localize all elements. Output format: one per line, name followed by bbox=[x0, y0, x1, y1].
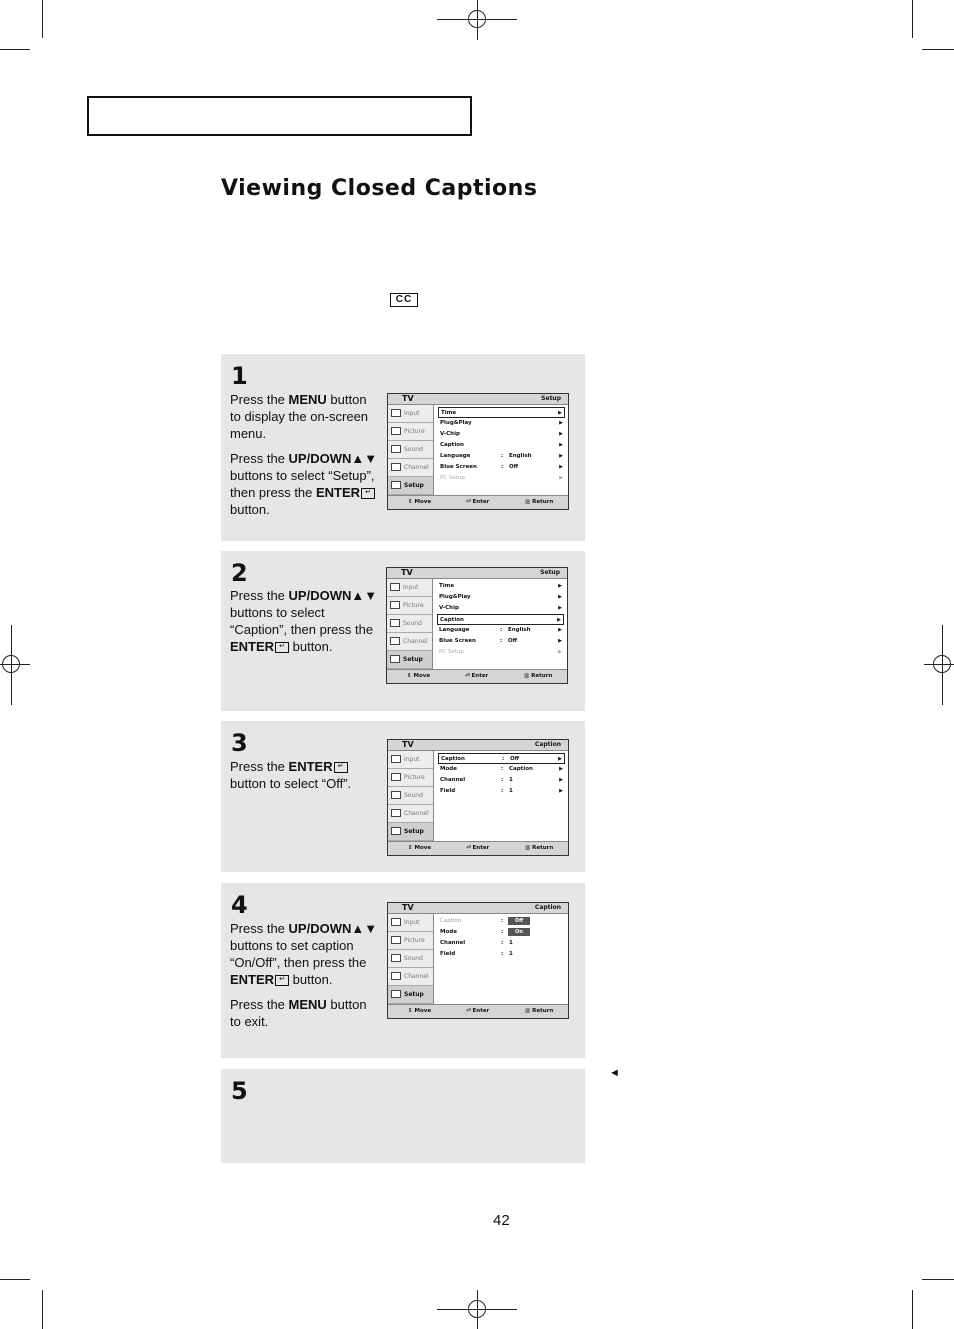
osd-colon: : bbox=[501, 788, 504, 794]
arrow-right-icon: ▶ bbox=[558, 594, 562, 600]
osd-menu-row bbox=[438, 418, 565, 429]
instruction-text: button to display the on-screen menu. bbox=[230, 392, 369, 441]
arrow-right-icon: ▶ bbox=[559, 777, 563, 783]
osd-menu-row bbox=[437, 647, 564, 658]
osd-side-item-input bbox=[388, 405, 433, 423]
channel-icon bbox=[391, 972, 401, 980]
osd-row-label: Blue Screen bbox=[440, 464, 477, 470]
osd-footer-enter: ⏎ Enter bbox=[466, 499, 490, 505]
button-name: MENU bbox=[288, 997, 327, 1012]
osd-side-item-input bbox=[388, 914, 433, 932]
instruction-text: buttons to select “Setup”, then press the bbox=[230, 468, 375, 500]
instruction-paragraph bbox=[230, 391, 380, 442]
osd-colon: : bbox=[501, 918, 504, 924]
sound-icon bbox=[391, 445, 401, 453]
instruction-text: Press the bbox=[230, 392, 289, 407]
osd-side-label: Setup bbox=[404, 991, 424, 998]
osd-row-label: PC Setup bbox=[440, 475, 465, 481]
osd-side-item-picture bbox=[388, 769, 433, 787]
button-name: ENTER bbox=[230, 972, 275, 987]
arrow-right-icon: ▶ bbox=[558, 410, 562, 416]
instruction-text: Press the bbox=[230, 759, 289, 774]
osd-menu-row bbox=[437, 625, 564, 636]
button-name: UP/DOWN▲▼ bbox=[288, 451, 378, 466]
button-name: ENTER bbox=[316, 485, 361, 500]
arrow-right-icon: ▶ bbox=[558, 583, 562, 589]
osd-menu-list bbox=[438, 407, 565, 484]
osd-side-item-sound bbox=[388, 787, 433, 805]
page-number: 42 bbox=[493, 1212, 510, 1229]
osd-row-label: V-Chip bbox=[440, 431, 460, 437]
crop-mark bbox=[922, 1279, 954, 1280]
instruction-text: button. bbox=[289, 639, 333, 654]
osd-tv-label: TV bbox=[402, 740, 414, 749]
channel-icon bbox=[391, 463, 401, 471]
arrow-right-icon: ▶ bbox=[558, 756, 562, 762]
instruction-text: button. bbox=[230, 502, 270, 517]
registration-mark bbox=[468, 10, 486, 28]
osd-menu-row bbox=[437, 636, 564, 647]
osd-side-label: Sound bbox=[404, 792, 423, 799]
instruction-paragraph bbox=[230, 587, 380, 655]
enter-icon: ↵ bbox=[275, 975, 289, 986]
instruction-text: button. bbox=[289, 972, 333, 987]
osd-side-label: Picture bbox=[404, 428, 425, 435]
crop-mark bbox=[922, 49, 954, 50]
osd-row-label: Mode bbox=[440, 766, 457, 772]
crop-mark bbox=[912, 1290, 913, 1329]
osd-sidebar bbox=[387, 579, 433, 670]
osd-row-value: 1 bbox=[509, 777, 513, 783]
step-3 bbox=[221, 721, 585, 872]
arrow-right-icon: ▶ bbox=[559, 442, 563, 448]
osd-side-item-input bbox=[388, 751, 433, 769]
step-number: 2 bbox=[231, 559, 248, 587]
step-4 bbox=[221, 883, 585, 1058]
osd-footer bbox=[388, 1004, 568, 1018]
osd-side-item-picture bbox=[388, 932, 433, 950]
osd-menu-row bbox=[438, 440, 565, 451]
crop-mark bbox=[0, 1279, 30, 1280]
osd-tv-label: TV bbox=[401, 568, 413, 577]
osd-row-label: Caption bbox=[440, 442, 464, 448]
osd-menu-list bbox=[438, 753, 565, 797]
osd-colon: : bbox=[501, 951, 504, 957]
tv-menu-screenshot bbox=[387, 902, 569, 1019]
step-instructions bbox=[230, 758, 380, 800]
arrow-right-icon: ▶ bbox=[559, 475, 563, 481]
osd-menu-row bbox=[438, 916, 565, 927]
osd-side-item-setup bbox=[388, 823, 433, 841]
enter-icon: ↵ bbox=[361, 488, 375, 499]
osd-row-label: Caption bbox=[440, 617, 464, 623]
osd-side-label: Input bbox=[403, 584, 419, 591]
osd-side-item-sound bbox=[387, 615, 432, 633]
osd-footer-return: ▥ Return bbox=[525, 1008, 554, 1014]
tv-menu-screenshot bbox=[387, 393, 569, 510]
osd-side-item-setup bbox=[388, 477, 433, 495]
input-icon bbox=[391, 409, 401, 417]
osd-row-label: Plug&Play bbox=[440, 420, 472, 426]
osd-footer-enter: ⏎ Enter bbox=[465, 673, 489, 679]
osd-row-value: English bbox=[509, 453, 532, 459]
instruction-text: buttons to set caption “On/Off”, then press the bbox=[230, 938, 367, 970]
osd-tv-label: TV bbox=[402, 903, 414, 912]
osd-row-label: PC Setup bbox=[439, 649, 464, 655]
osd-side-item-picture bbox=[388, 423, 433, 441]
osd-side-item-picture bbox=[387, 597, 432, 615]
sound-icon bbox=[391, 954, 401, 962]
osd-menu-title: Caption bbox=[534, 904, 561, 911]
osd-footer-return: ▥ Return bbox=[525, 499, 554, 505]
osd-row-label: Field bbox=[440, 951, 456, 957]
osd-row-label: Caption bbox=[440, 918, 462, 924]
osd-header bbox=[388, 394, 568, 405]
page-title: Viewing Closed Captions bbox=[221, 176, 538, 201]
osd-side-item-input bbox=[387, 579, 432, 597]
crop-mark bbox=[0, 49, 30, 50]
osd-menu-row bbox=[437, 614, 564, 625]
step-number: 1 bbox=[231, 362, 248, 390]
input-icon bbox=[391, 755, 401, 763]
picture-icon bbox=[391, 773, 401, 781]
osd-menu-row bbox=[438, 462, 565, 473]
osd-row-label: Language bbox=[439, 627, 470, 633]
osd-side-item-channel bbox=[388, 459, 433, 477]
picture-icon bbox=[390, 601, 400, 609]
step-2 bbox=[221, 551, 585, 711]
step-5 bbox=[221, 1069, 585, 1163]
osd-row-label: Time bbox=[441, 410, 457, 416]
registration-mark bbox=[2, 655, 20, 673]
button-name: ENTER bbox=[230, 639, 275, 654]
osd-side-label: Picture bbox=[404, 774, 425, 781]
osd-header bbox=[388, 740, 568, 751]
osd-row-label: Mode bbox=[440, 929, 457, 935]
osd-colon: : bbox=[501, 766, 504, 772]
osd-side-item-setup bbox=[388, 986, 433, 1004]
step-instructions bbox=[230, 391, 380, 526]
arrow-right-icon: ▶ bbox=[559, 420, 563, 426]
osd-menu-row bbox=[438, 786, 565, 797]
picture-icon bbox=[391, 427, 401, 435]
step-instructions bbox=[230, 587, 380, 663]
crop-mark bbox=[42, 1290, 43, 1329]
instruction-text: button to exit. bbox=[230, 997, 367, 1029]
osd-footer-move: ⇕ Move bbox=[408, 1008, 432, 1014]
osd-header bbox=[387, 568, 567, 579]
setup-icon bbox=[390, 655, 400, 663]
button-name: MENU bbox=[288, 392, 327, 407]
osd-menu-row bbox=[438, 429, 565, 440]
osd-tv-label: TV bbox=[402, 394, 414, 403]
osd-footer bbox=[388, 495, 568, 509]
osd-side-label: Setup bbox=[404, 828, 424, 835]
osd-menu-list bbox=[438, 916, 565, 960]
osd-row-label: Language bbox=[440, 453, 471, 459]
osd-menu-row bbox=[438, 775, 565, 786]
osd-side-item-channel bbox=[388, 805, 433, 823]
instruction-paragraph bbox=[230, 758, 380, 792]
arrow-right-icon: ▶ bbox=[559, 464, 563, 470]
osd-footer bbox=[388, 841, 568, 855]
osd-colon: : bbox=[501, 464, 504, 470]
tv-menu-screenshot bbox=[387, 739, 569, 856]
osd-side-item-setup bbox=[387, 651, 432, 669]
osd-footer-enter: ⏎ Enter bbox=[466, 1008, 490, 1014]
osd-colon: : bbox=[502, 756, 505, 762]
osd-colon: : bbox=[501, 929, 504, 935]
osd-footer-move: ⇕ Move bbox=[407, 673, 431, 679]
crop-mark bbox=[42, 0, 43, 38]
input-icon bbox=[390, 583, 400, 591]
osd-menu-row bbox=[437, 592, 564, 603]
sound-icon bbox=[390, 619, 400, 627]
osd-footer-return: ▥ Return bbox=[525, 845, 554, 851]
osd-menu-row bbox=[438, 927, 565, 938]
step-number: 5 bbox=[231, 1077, 248, 1105]
arrow-right-icon: ▶ bbox=[559, 431, 563, 437]
osd-header bbox=[388, 903, 568, 914]
osd-row-label: Channel bbox=[440, 777, 466, 783]
step-instructions bbox=[230, 920, 380, 1038]
osd-row-label: Plug&Play bbox=[439, 594, 471, 600]
osd-side-label: Sound bbox=[404, 446, 423, 453]
osd-row-value: 1 bbox=[509, 940, 513, 946]
osd-row-value: 1 bbox=[509, 788, 513, 794]
osd-row-value: English bbox=[508, 627, 531, 633]
osd-menu-title: Setup bbox=[541, 395, 561, 402]
osd-menu-title: Caption bbox=[534, 741, 561, 748]
sound-icon bbox=[391, 791, 401, 799]
step-number: 3 bbox=[231, 729, 248, 757]
osd-colon: : bbox=[500, 627, 503, 633]
osd-side-label: Channel bbox=[404, 973, 429, 980]
instruction-paragraph bbox=[230, 920, 380, 988]
osd-option-box: Off bbox=[508, 917, 530, 925]
osd-side-label: Sound bbox=[404, 955, 423, 962]
osd-menu-title: Setup bbox=[540, 569, 560, 576]
osd-menu-row bbox=[438, 451, 565, 462]
instruction-text: button to select “Off”. bbox=[230, 776, 352, 791]
registration-mark bbox=[468, 1300, 486, 1318]
osd-menu-row bbox=[437, 581, 564, 592]
osd-option-box: On bbox=[508, 928, 530, 936]
arrow-right-icon: ▶ bbox=[558, 638, 562, 644]
osd-row-value: Off bbox=[508, 638, 518, 644]
osd-menu-row bbox=[438, 938, 565, 949]
instruction-text: Press the bbox=[230, 997, 289, 1012]
arrow-right-icon: ▶ bbox=[557, 617, 561, 623]
enter-icon: ↵ bbox=[275, 642, 289, 653]
channel-icon bbox=[390, 637, 400, 645]
osd-row-label: Blue Screen bbox=[439, 638, 476, 644]
instruction-text: Press the bbox=[230, 921, 289, 936]
osd-side-label: Channel bbox=[404, 464, 429, 471]
osd-row-label: Channel bbox=[440, 940, 466, 946]
section-header-box bbox=[87, 96, 472, 136]
osd-row-value: Off bbox=[510, 756, 520, 762]
osd-side-label: Input bbox=[404, 756, 420, 763]
osd-menu-row bbox=[438, 949, 565, 960]
osd-menu-row bbox=[438, 407, 565, 418]
arrow-right-icon: ▶ bbox=[559, 766, 563, 772]
osd-side-label: Input bbox=[404, 410, 420, 417]
arrow-right-icon: ▶ bbox=[558, 605, 562, 611]
button-name: UP/DOWN▲▼ bbox=[288, 588, 378, 603]
arrow-right-icon: ▶ bbox=[559, 788, 563, 794]
osd-side-label: Setup bbox=[403, 656, 423, 663]
osd-side-item-channel bbox=[388, 968, 433, 986]
step-1 bbox=[221, 354, 585, 541]
osd-side-item-sound bbox=[388, 950, 433, 968]
osd-footer-return: ▥ Return bbox=[524, 673, 553, 679]
channel-icon bbox=[391, 809, 401, 817]
instruction-text: Press the bbox=[230, 588, 289, 603]
osd-footer-move: ⇕ Move bbox=[408, 499, 432, 505]
osd-row-value: Caption bbox=[509, 766, 533, 772]
osd-sidebar bbox=[388, 751, 434, 842]
osd-menu-list bbox=[437, 581, 564, 658]
osd-footer-enter: ⏎ Enter bbox=[466, 845, 490, 851]
osd-sidebar bbox=[388, 405, 434, 496]
osd-side-label: Picture bbox=[404, 937, 425, 944]
osd-colon: : bbox=[501, 453, 504, 459]
setup-icon bbox=[391, 990, 401, 998]
input-icon bbox=[391, 918, 401, 926]
picture-icon bbox=[391, 936, 401, 944]
osd-colon: : bbox=[501, 940, 504, 946]
osd-colon: : bbox=[500, 638, 503, 644]
setup-icon bbox=[391, 827, 401, 835]
instruction-text: buttons to select “Caption”, then press the bbox=[230, 605, 374, 637]
osd-menu-row bbox=[438, 764, 565, 775]
osd-side-label: Picture bbox=[403, 602, 424, 609]
cc-symbol: CC bbox=[390, 293, 418, 307]
arrow-right-icon: ▶ bbox=[559, 453, 563, 459]
osd-side-item-sound bbox=[388, 441, 433, 459]
enter-icon: ↵ bbox=[334, 762, 348, 773]
osd-menu-row bbox=[437, 603, 564, 614]
step-number: 4 bbox=[231, 891, 248, 919]
osd-menu-row bbox=[438, 753, 565, 764]
registration-mark bbox=[933, 655, 951, 673]
osd-footer-move: ⇕ Move bbox=[408, 845, 432, 851]
osd-side-label: Channel bbox=[404, 810, 429, 817]
osd-row-label: Time bbox=[439, 583, 455, 589]
osd-side-label: Channel bbox=[403, 638, 428, 645]
button-name: ENTER bbox=[288, 759, 333, 774]
button-name: UP/DOWN▲▼ bbox=[288, 921, 378, 936]
arrow-right-icon: ▶ bbox=[558, 649, 562, 655]
osd-row-label: Caption bbox=[441, 756, 465, 762]
crop-mark bbox=[912, 0, 913, 38]
osd-sidebar bbox=[388, 914, 434, 1005]
instruction-paragraph bbox=[230, 450, 380, 518]
osd-row-label: Field bbox=[440, 788, 456, 794]
osd-side-item-channel bbox=[387, 633, 432, 651]
instruction-paragraph bbox=[230, 996, 380, 1030]
osd-menu-row bbox=[438, 473, 565, 484]
osd-row-label: V-Chip bbox=[439, 605, 459, 611]
osd-side-label: Input bbox=[404, 919, 420, 926]
setup-icon bbox=[391, 481, 401, 489]
instruction-text: Press the bbox=[230, 451, 289, 466]
osd-row-value: 1 bbox=[509, 951, 513, 957]
triangle-marker-icon: ◄ bbox=[609, 1067, 620, 1079]
osd-side-label: Setup bbox=[404, 482, 424, 489]
osd-row-value: Off bbox=[509, 464, 519, 470]
osd-colon: : bbox=[501, 777, 504, 783]
arrow-right-icon: ▶ bbox=[558, 627, 562, 633]
osd-side-label: Sound bbox=[403, 620, 422, 627]
osd-footer bbox=[387, 669, 567, 683]
tv-menu-screenshot bbox=[386, 567, 568, 684]
